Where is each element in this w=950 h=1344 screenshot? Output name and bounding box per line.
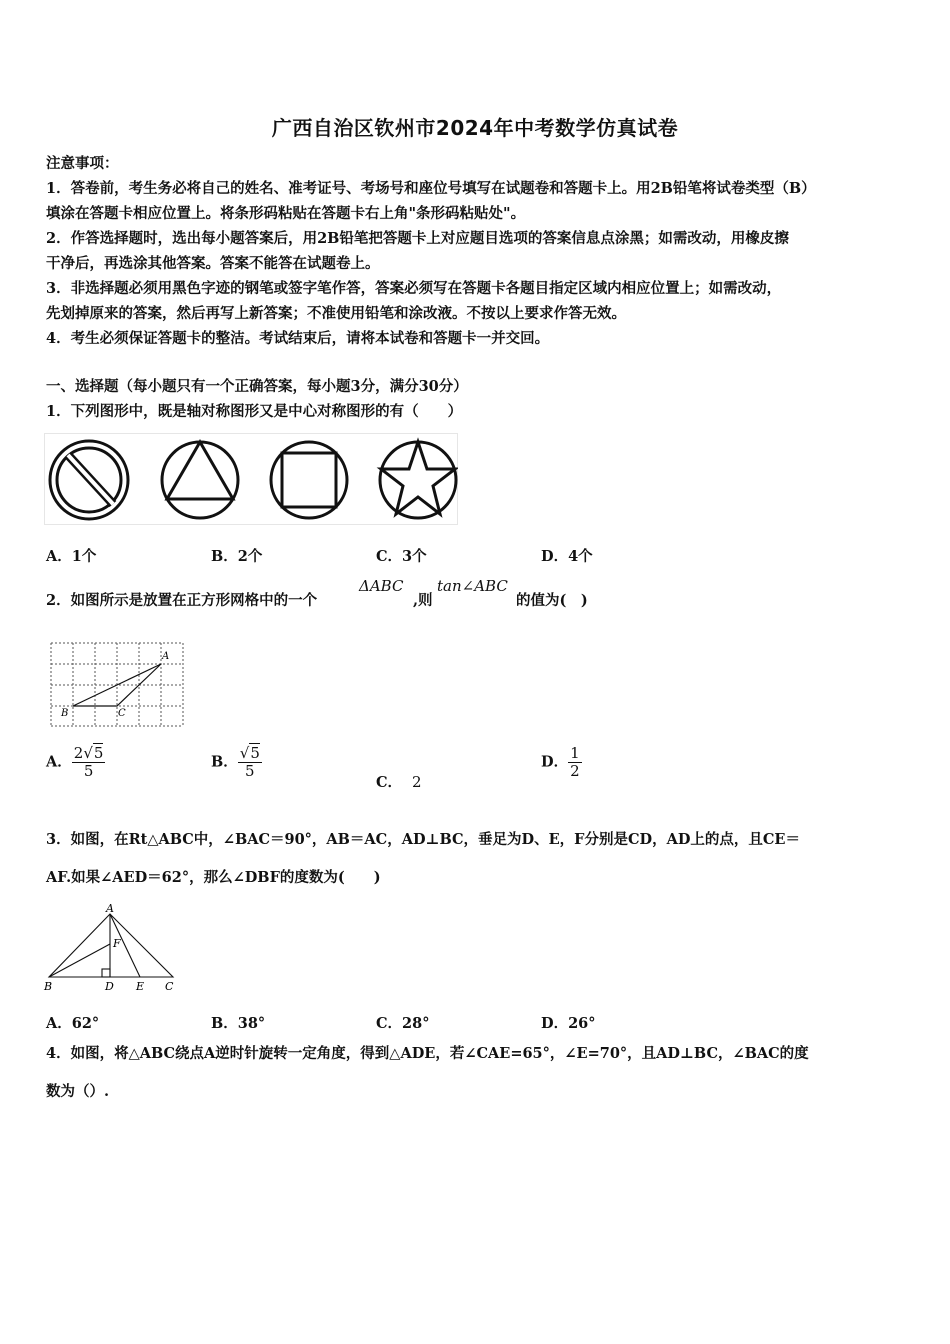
numerator: 1: [570, 744, 580, 762]
circle-slash-shape: [50, 441, 128, 519]
radicand: 5: [250, 744, 260, 762]
option-d: [541, 745, 582, 780]
circle-star-shape: [380, 442, 456, 518]
label-c: C: [165, 980, 174, 993]
question-4-line-1: 4．如图，将△ABC绕点A逆时针旋转一定角度，得到△ADE，若∠CAE=65°，∠E=70°，且AD⊥BC，∠BAC的度: [46, 1045, 809, 1062]
question-4-line-2: 数为（）.: [46, 1083, 110, 1100]
option-letter: C．: [376, 774, 403, 791]
fraction-sqrt5-over-5: $\frac{√5}{5}$: [239, 744, 260, 780]
option-letter: B．: [211, 753, 238, 771]
notice-line: 填涂在答题卡相应位置上。将条形码粘贴在答题卡右上角"条形码粘贴处"。: [46, 205, 526, 222]
denominator: 5: [245, 762, 255, 780]
question-3-line-2: AF.如果∠AED＝62°，那么∠DBF的度数为( ): [46, 869, 381, 886]
numerator-coefficient: 2: [73, 744, 84, 762]
denominator: 5: [83, 762, 94, 780]
radicand: 5: [93, 744, 104, 762]
notice-line: 4．考生必须保证答题卡的整洁。考试结束后，请将本试卷和答题卡一并交回。: [46, 330, 550, 347]
math-triangle-abc: ΔABC: [359, 577, 404, 595]
option-d: D．26°: [541, 1015, 596, 1032]
question-1-figure: [44, 433, 458, 525]
page-title: 广西自治区钦州市2024年中考数学仿真试卷: [271, 116, 679, 140]
label-b: B: [61, 708, 69, 719]
question-3-figure: [43, 902, 179, 994]
label-b: B: [44, 980, 53, 993]
label-a: A: [162, 651, 170, 662]
fraction-1-over-2: [568, 745, 582, 780]
option-b: B．2个: [211, 548, 263, 565]
label-a: A: [106, 902, 114, 915]
option-letter: D．: [541, 753, 569, 771]
fraction-2sqrt5-over-5: $\frac{2√5}{5}$: [73, 744, 104, 780]
notice-line: 2．作答选择题时，选出每小题答案后，用2B铅笔把答题卡上对应题目选项的答案信息点涂黑；如需改动，用橡皮擦: [46, 230, 789, 247]
option-letter: A．: [46, 753, 72, 771]
circle-triangle-shape: [162, 442, 238, 518]
option-value: 2: [412, 773, 422, 791]
section-heading: 一、选择题（每小题只有一个正确答案，每小题3分，满分30分）: [46, 378, 468, 395]
question-2-text: 2．如图所示是放置在正方形网格中的一个: [46, 592, 318, 609]
option-a: [46, 745, 105, 780]
notice-line: 3．非选择题必须用黑色字迹的钢笔或签字笔作答，答案必须写在答题卡各题目指定区域内相应位置上；如需改动，: [46, 280, 782, 297]
label-f: F: [113, 937, 121, 950]
option-b: [211, 745, 262, 780]
notice-heading: 注意事项：: [46, 155, 119, 172]
question-2-text: ,则: [413, 592, 433, 609]
circle-square-shape: [271, 442, 347, 518]
question-1-text: 1．下列图形中，既是轴对称图形又是中心对称图形的有（ ）: [46, 403, 463, 420]
option-c: C．28°: [376, 1015, 430, 1032]
notice-line: 1．答卷前，考生务必将自己的姓名、准考证号、考场号和座位号填写在试题卷和答题卡上。用2B铅笔将试卷类型（B）: [46, 180, 816, 197]
label-c: C: [118, 708, 126, 719]
option-b: B．38°: [211, 1015, 266, 1032]
label-d: D: [105, 980, 114, 993]
question-2-text: 的值为( ): [516, 592, 588, 609]
denominator: 2: [570, 762, 580, 780]
question-3-line-1: 3．如图，在Rt△ABC中，∠BAC＝90°，AB＝AC，AD⊥BC，垂足为D、E，F分别是CD，AD上的点，且CE＝: [46, 831, 800, 848]
option-c: [376, 771, 422, 792]
question-2-figure: [48, 640, 186, 730]
option-d: D．4个: [541, 548, 593, 565]
label-e: E: [136, 980, 145, 993]
math-tan-abc: tan∠ABC: [437, 577, 508, 595]
notice-line: 先划掉原来的答案，然后再写上新答案；不准使用铅笔和涂改液。不按以上要求作答无效。: [46, 305, 626, 322]
notice-line: 干净后，再选涂其他答案。答案不能答在试题卷上。: [46, 255, 380, 272]
option-c: C．3个: [376, 548, 427, 565]
option-a: A．1个: [46, 548, 97, 565]
option-a: A．62°: [46, 1015, 100, 1032]
